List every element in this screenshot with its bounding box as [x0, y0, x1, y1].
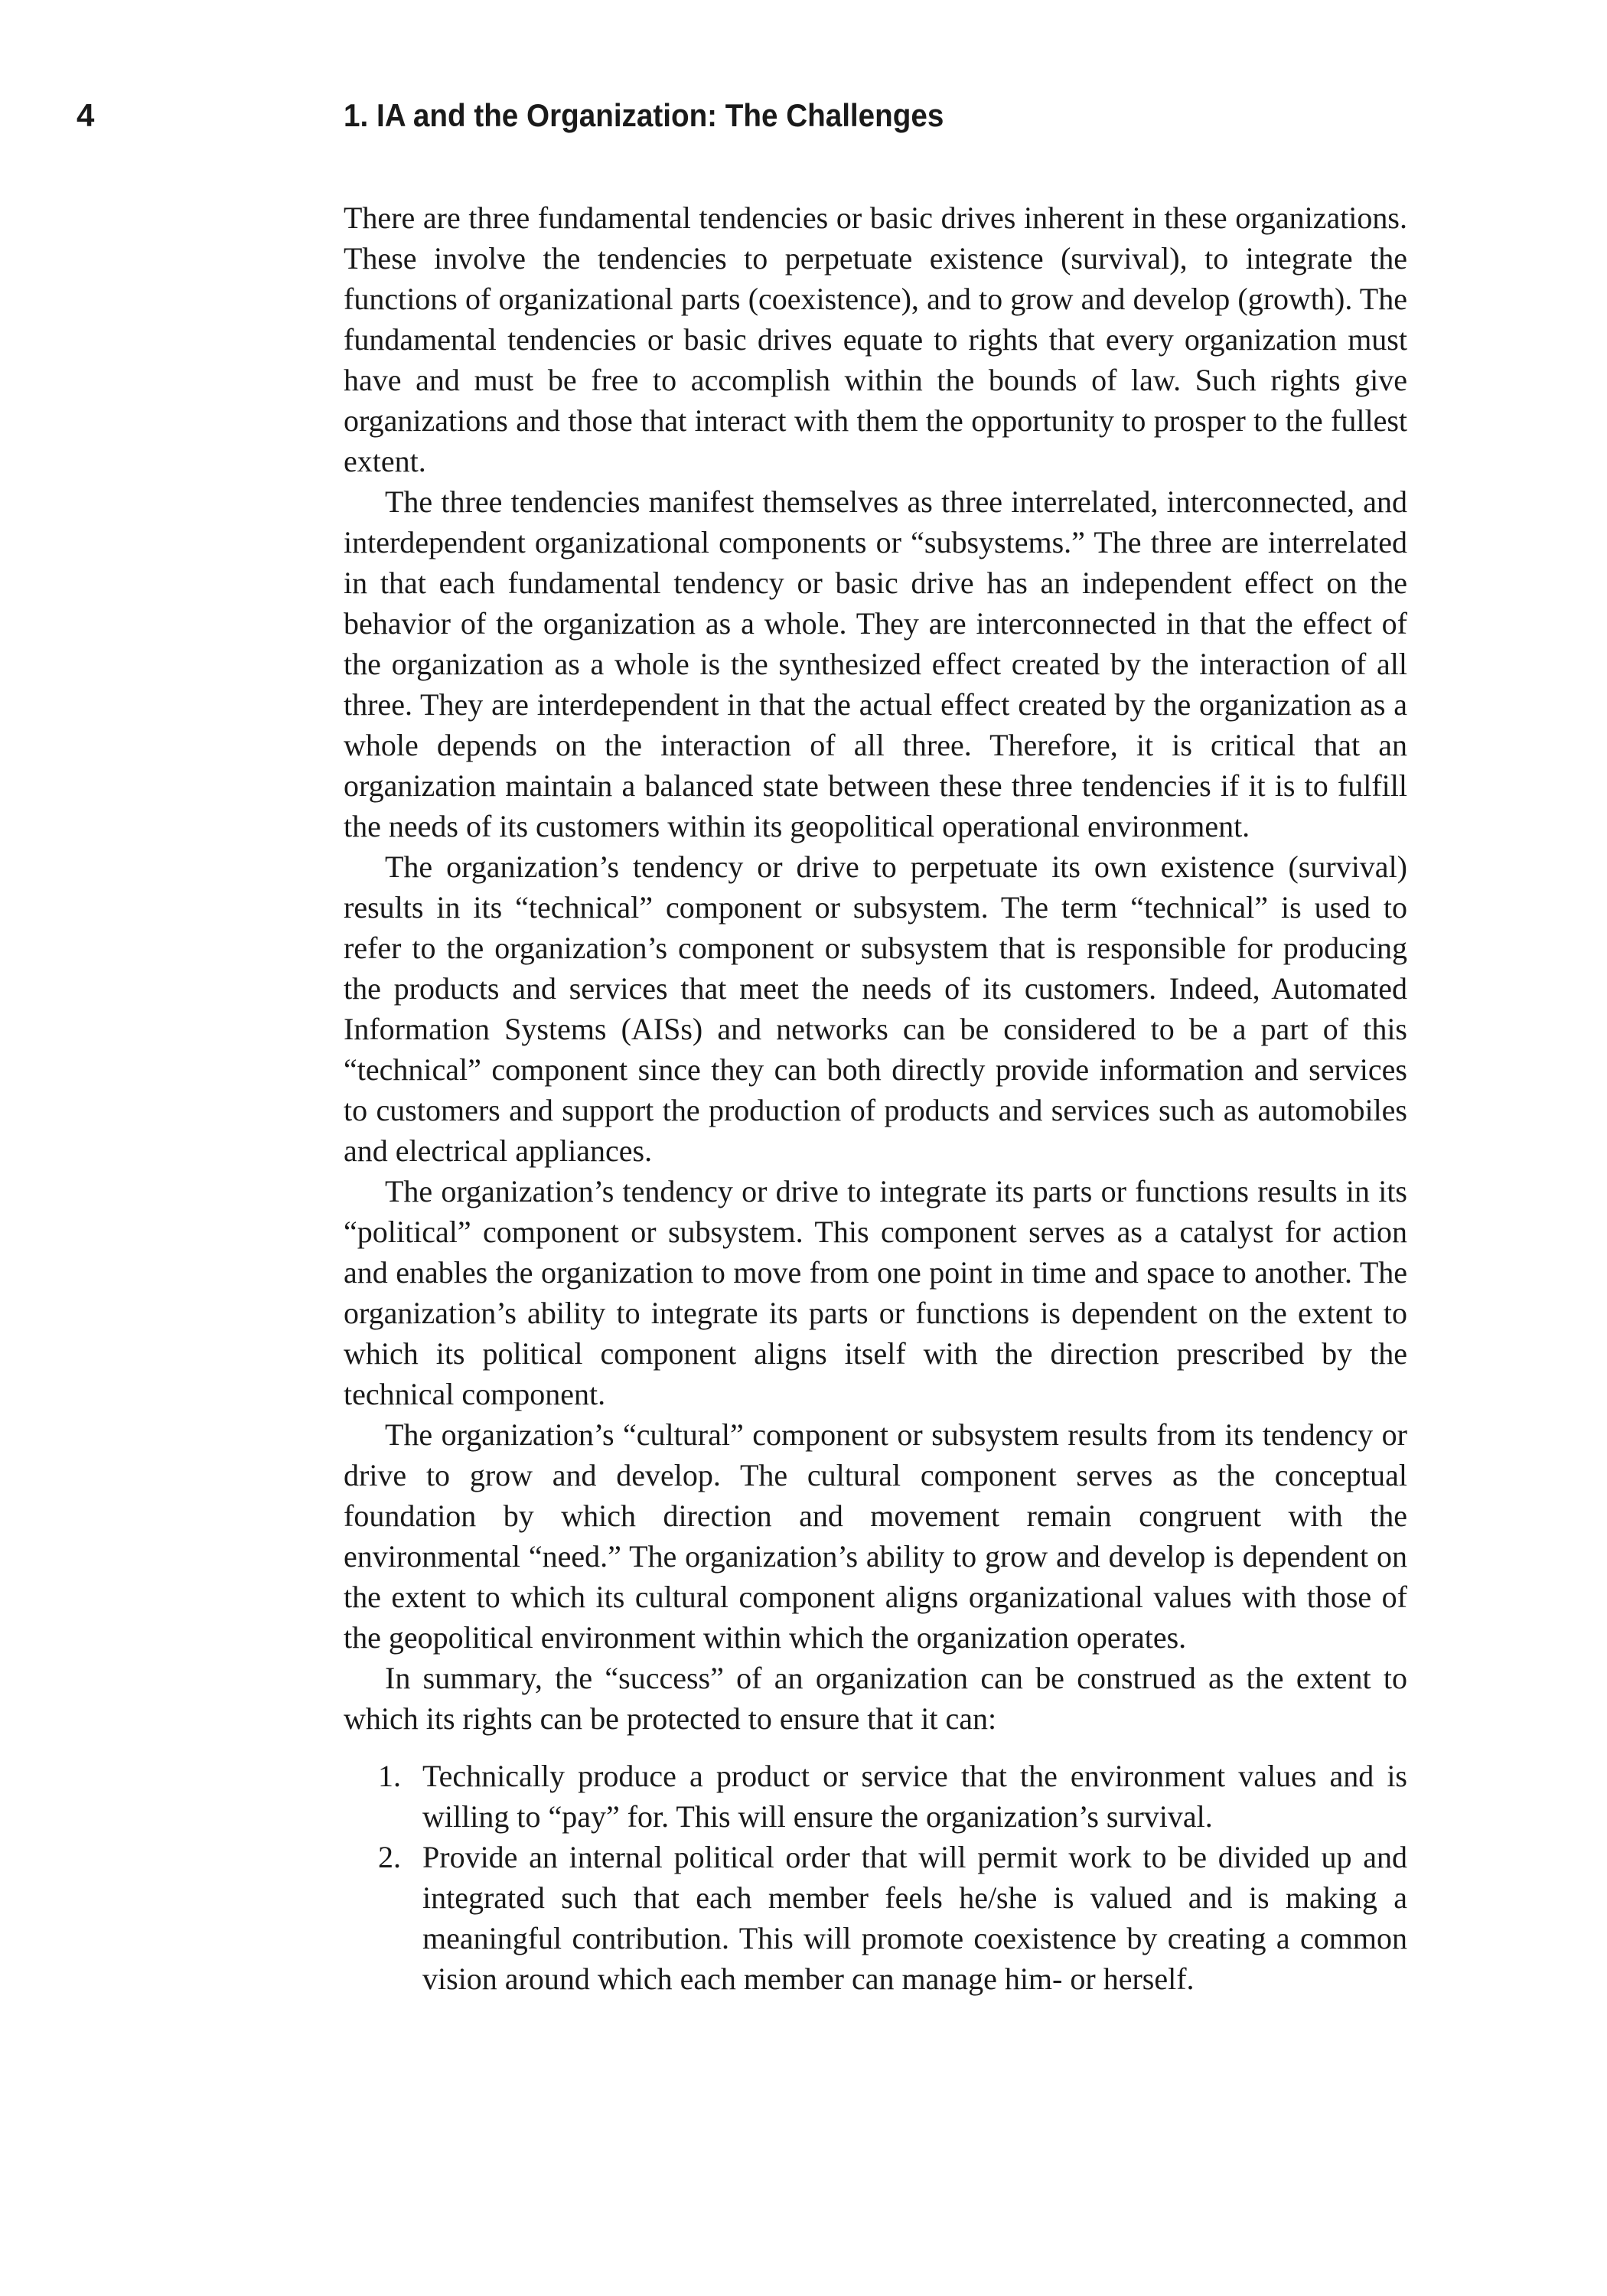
list-item-text: Technically produce a product or service that the environment values and is willing to “pay” for. This will ensure the organization’s survival.: [422, 1759, 1407, 1834]
paragraph-fundamental-tendencies: There are three fundamental tendencies or basic drives inherent in these organizations. These involve the tendencies to perpetuate existence (survival), to integrate the functions of organizational parts (coexistence), and to grow and develop (growth). The fundamental tendencies or basic drives equate to rights that every organization must have and must be free to accomplish within the bounds of law. Such rights give organizations and those that interact with them the opportunity to prosper to the fullest extent.: [344, 201, 1407, 478]
list-item-number: 2.: [378, 1840, 401, 1874]
page-number: 4: [77, 97, 95, 133]
paragraph-cultural-component: The organization’s “cultural” component or subsystem results from its tendency or drive to grow and develop. The cultural component serves as the conceptual foundation by which direction and movement remain congruent with the environmental “need.” The organization’s ability to grow and develop is dependent on the extent to which its cultural component aligns organizational values with those of the geopolitical environment within which the organization operates.: [344, 1417, 1407, 1655]
list-item-text: Provide an internal political order that will permit work to be divided up and integrated such that each member feels he/she is valued and is making a meaningful contribution. This will promote coexistence by creating a common vision around which each member can manage him- or herself.: [422, 1840, 1407, 1996]
paragraph-summary: In summary, the “success” of an organization can be construed as the extent to which its rights can be protected to ensure that it can:: [344, 1661, 1407, 1736]
paragraph-three-tendencies: The three tendencies manifest themselves as three interrelated, interconnected, and interdependent organizational components or “subsystems.” The three are interrelated in that each fundamental tendency or basic drive has an independent effect on the behavior of the organization as a whole. They are interconnected in that the effect of the organization as a whole is the synthesized effect created by the interaction of all three. They are interdependent in that the actual effect created by the organization as a whole depends on the interaction of all three. Therefore, it is critical that an organization maintain a balanced state between these three tendencies if it is to fulfill the needs of its customers within its geopolitical operational environment.: [344, 484, 1407, 843]
body-text: [344, 197, 1407, 1999]
running-head: 1. IA and the Organization: The Challenges: [344, 97, 944, 133]
paragraph-political-component: The organization’s tendency or drive to integrate its parts or functions results in its “political” component or subsystem. This component serves as a catalyst for action and enables the organization to move from one point in time and space to another. The organization’s ability to integrate its parts or functions is dependent on the extent to which its political component aligns itself with the direction prescribed by the technical component.: [344, 1174, 1407, 1411]
success-criteria-list: [344, 1756, 1407, 1999]
list-item: [344, 1837, 1407, 1999]
list-item: [344, 1756, 1407, 1837]
list-item-number: 1.: [378, 1759, 401, 1793]
paragraph-technical-component: The organization’s tendency or drive to perpetuate its own existence (survival) results in its “technical” component or subsystem. The term “technical” is used to refer to the organization’s component or subsystem that is responsible for producing the products and services that meet the needs of its customers. Indeed, Automated Information Systems (AISs) and networks can be considered to be a part of this “technical” component since they can both directly provide information and services to customers and support the production of products and services such as automobiles and electrical appliances.: [344, 850, 1407, 1168]
